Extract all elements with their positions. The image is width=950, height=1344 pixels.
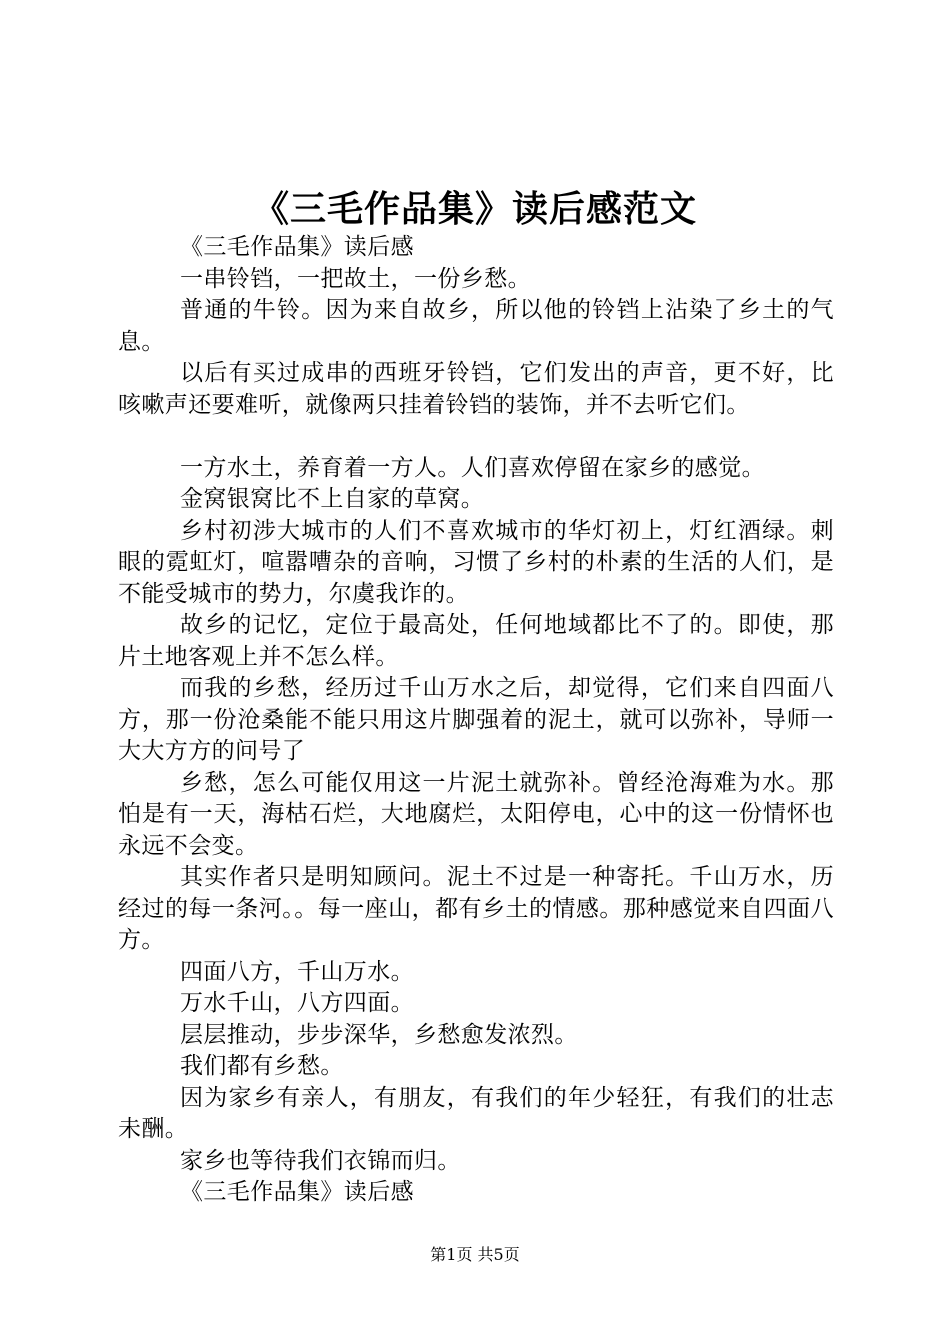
paragraph: 万水千山，八方四面。 bbox=[180, 990, 414, 1016]
paragraph: 乡愁，怎么可能仅用这一片泥土就弥补。曾经沧海难为水。那怕是有一天，海枯石烂，大地腐烂，太阳停电，心中的这一份情怀也永远不会变。 bbox=[118, 769, 834, 859]
paragraph: 因为家乡有亲人，有朋友，有我们的年少轻狂，有我们的壮志未酬。 bbox=[118, 1084, 834, 1142]
paragraph: 故乡的记忆，定位于最高处，任何地域都比不了的。即使，那片土地客观上并不怎么样。 bbox=[118, 612, 834, 670]
paragraph: 《三毛作品集》读后感 bbox=[180, 1179, 414, 1205]
paragraph: 而我的乡愁，经历过千山万水之后，却觉得，它们来自四面八方，那一份沧桑能不能只用这片脚强着的泥土，就可以弥补，导师一大大方方的问号了 bbox=[118, 675, 834, 764]
paragraph: 家乡也等待我们衣锦而归。 bbox=[180, 1147, 461, 1174]
paragraph: 乡村初涉大城市的人们不喜欢城市的华灯初上，灯红酒绿。刺眼的霓虹灯，喧嚣嘈杂的音响，习惯了乡村的朴素的生活的人们，是不能受城市的势力，尔虞我诈的。 bbox=[118, 517, 834, 607]
document-body bbox=[118, 232, 834, 1209]
paragraph: 《三毛作品集》读后感 bbox=[180, 234, 414, 260]
blank-line bbox=[118, 421, 834, 453]
paragraph: 四面八方，千山万水。 bbox=[180, 958, 414, 985]
paragraph: 金窝银窝比不上自家的草窝。 bbox=[180, 486, 485, 512]
paragraph: 我们都有乡愁。 bbox=[180, 1053, 344, 1079]
page-footer: 第1页 共5页 bbox=[430, 1245, 520, 1264]
paragraph: 一串铃铛，一把故土，一份乡愁。 bbox=[180, 265, 531, 292]
paragraph: 普通的牛铃。因为来自故乡，所以他的铃铛上沾染了乡土的气息。 bbox=[118, 297, 834, 355]
paragraph: 以后有买过成串的西班牙铃铛，它们发出的声音，更不好，比咳嗽声还要难听，就像两只挂着铃铛的装饰，并不去听它们。 bbox=[118, 360, 834, 418]
paragraph: 层层推动，步步深华，乡愁愈发浓烈。 bbox=[180, 1021, 578, 1048]
paragraph: 一方水土，养育着一方人。人们喜欢停留在家乡的感觉。 bbox=[180, 454, 765, 481]
paragraph: 其实作者只是明知顾问。泥土不过是一种寄托。千山万水，历经过的每一条河。。每一座山，都有乡土的情感。那种感觉来自四面八方。 bbox=[118, 864, 834, 953]
document-title: 《三毛作品集》读后感范文 bbox=[252, 188, 697, 230]
